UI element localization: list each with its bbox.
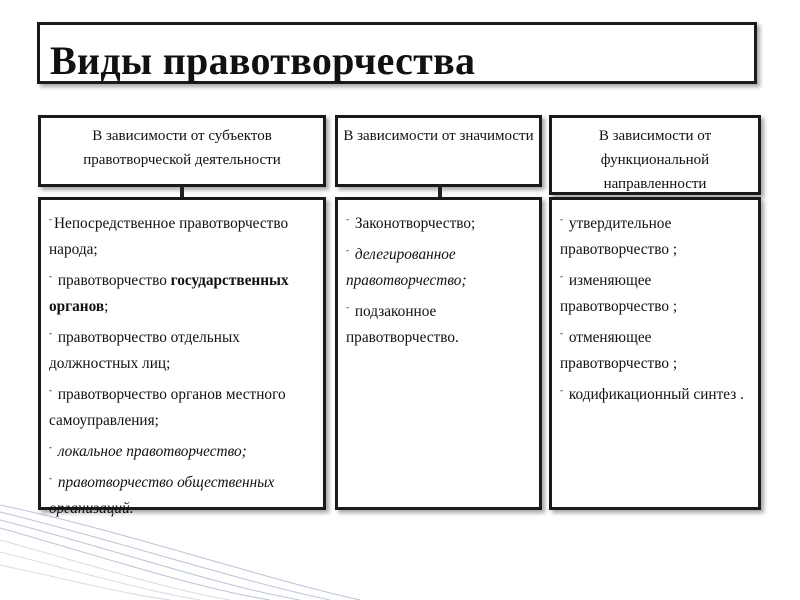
column-header-text: В зависимости от функциональной направленности: [598, 128, 712, 192]
page-title: Виды правотворчества: [50, 38, 476, 83]
list-item: - утвердительное правотворчество ;: [560, 214, 678, 258]
list-item: - отменяющее правотворчество ;: [560, 328, 678, 372]
column-header-subjects: [38, 115, 326, 187]
column-header-significance: [335, 115, 542, 187]
list-item: - изменяющее правотворчество ;: [560, 271, 678, 315]
column-header-text: В зависимости от субъектов правотворческой деятельности: [83, 128, 281, 168]
column-content-significance: [335, 197, 542, 510]
column-header-functional: [549, 115, 761, 195]
column-content-subjects: [38, 197, 326, 517]
list-item: - делегированное правотворчество;: [346, 245, 467, 289]
column-header-text: В зависимости от значимости: [343, 128, 534, 144]
list-item: - правотворчество органов местного самоуправления;: [49, 385, 286, 429]
list-item: - кодификационный синтез .: [560, 385, 744, 403]
list-item: - правотворчество общественных организаций.: [49, 473, 275, 517]
list-item: - Непосредственное правотворчество народа;: [49, 214, 289, 258]
column-content-functional: [549, 197, 761, 510]
list-item: - локальное правотворчество;: [49, 442, 247, 460]
list-item: - Законотворчество;: [346, 214, 476, 232]
list-item: - правотворчество отдельных должностных лиц;: [49, 328, 240, 372]
list-item: - правотворчество государственных органов;: [49, 271, 289, 315]
title-box: [37, 22, 757, 84]
list-item: - подзаконное правотворчество.: [346, 302, 459, 346]
